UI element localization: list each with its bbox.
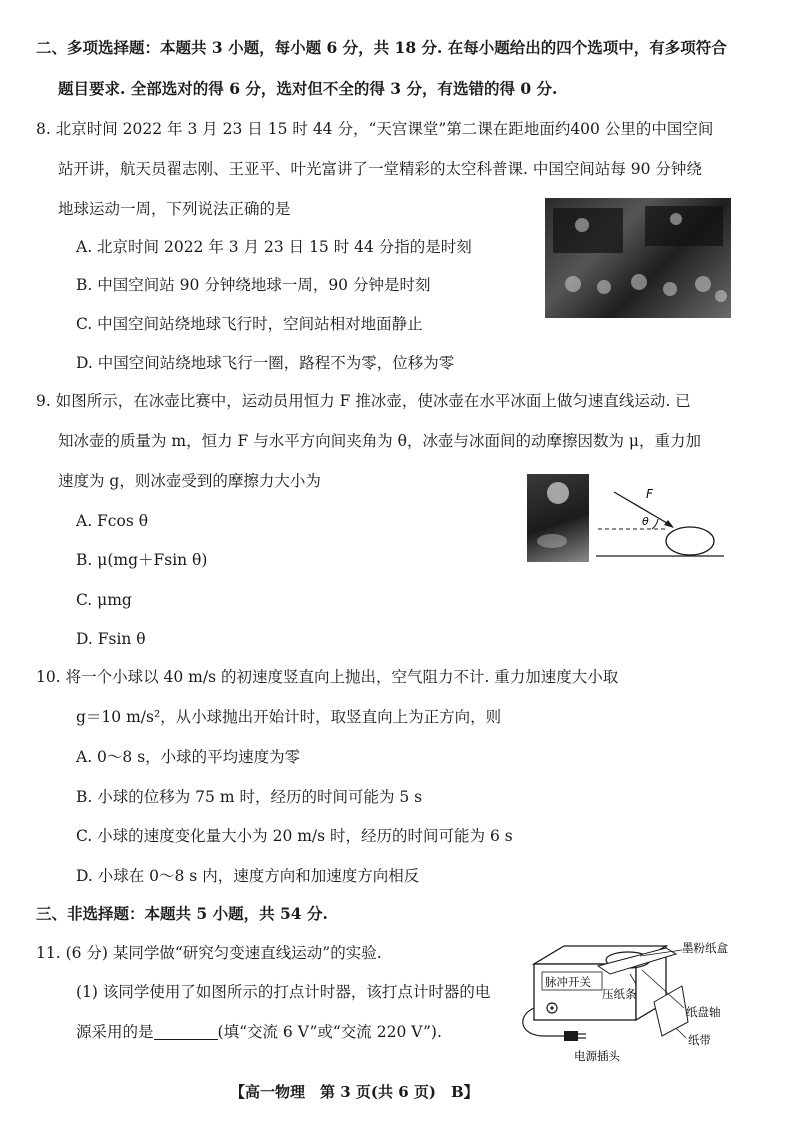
section-2-heading-line-1: 二、多项选择题：本题共 3 小题，每小题 6 分，共 18 分. 在每小题给出的四个选项中，有多项符合	[36, 38, 727, 57]
q9-stem-line-1: 9. 如图所示，在冰壶比赛中，运动员用恒力 F 推冰壶，使冰壶在水平冰面上做匀速直线运动. 已	[36, 392, 691, 410]
section-3-heading: 三、非选择题：本题共 5 小题，共 54 分.	[36, 904, 328, 923]
q10-option-d: D. 小球在 0～8 s 内，速度方向和加速度方向相反	[76, 867, 420, 885]
page-footer: 【高一物理 第 3 页(共 6 页) B】	[230, 1083, 479, 1101]
q11-sub1-text-b: (填“交流 6 V”或“交流 220 V”).	[217, 1023, 442, 1041]
tiangong-classroom-photo	[545, 198, 731, 318]
q8-stem-line-2: 站开讲，航天员翟志刚、王亚平、叶光富讲了一堂精彩的太空科普课. 中国空间站每 90 分钟绕	[58, 160, 702, 178]
q8-option-a: A. 北京时间 2022 年 3 月 23 日 15 时 44 分指的是时刻	[76, 238, 472, 256]
q11-stem: 11. (6 分) 某同学做“研究匀变速直线运动”的实验.	[36, 944, 382, 962]
q8-stem-line-1: 8. 北京时间 2022 年 3 月 23 日 15 时 44 分，“天宫课堂”第二课在距地面约400 公里的中国空间	[36, 120, 714, 138]
force-label: F	[646, 487, 653, 501]
curling-force-diagram	[596, 484, 726, 560]
q11-sub1-line-1: (1) 该同学使用了如图所示的打点计时器，该打点计时器的电	[76, 983, 491, 1001]
q9-stem-line-2: 知冰壶的质量为 m，恒力 F 与水平方向间夹角为 θ，冰壶与冰面间的动摩擦因数为 μ，重力加	[58, 432, 701, 450]
q8-stem-line-3: 地球运动一周，下列说法正确的是	[58, 200, 291, 218]
q8-option-b: B. 中国空间站 90 分钟绕地球一周，90 分钟是时刻	[76, 276, 431, 294]
q9-option-d: D. Fsin θ	[76, 630, 146, 648]
q9-option-a: A. Fcos θ	[76, 512, 149, 530]
q8-option-d: D. 中国空间站绕地球飞行一圈，路程不为零，位移为零	[76, 354, 455, 372]
q9-stem-line-3: 速度为 g，则冰壶受到的摩擦力大小为	[58, 472, 321, 490]
answer-blank	[154, 1023, 218, 1040]
section-2-heading-line-2: 题目要求. 全部选对的得 6 分，选对但不全的得 3 分，有选错的得 0 分.	[58, 79, 558, 98]
q10-option-b: B. 小球的位移为 75 m 时，经历的时间可能为 5 s	[76, 788, 423, 806]
curling-athlete-photo	[527, 474, 589, 562]
ticker-timer-diagram	[516, 936, 770, 1062]
q8-option-c: C. 中国空间站绕地球飞行时，空间站相对地面静止	[76, 315, 423, 333]
q10-option-a: A. 0～8 s，小球的平均速度为零	[76, 748, 301, 766]
press-strip-label: 压纸条	[602, 987, 637, 1001]
q10-stem-line-2: g＝10 m/s²，从小球抛出开始计时，取竖直向上为正方向，则	[76, 708, 502, 726]
reel-axis-label: 纸盘轴	[686, 1005, 721, 1019]
q11-sub1-text-a: 源采用的是	[76, 1023, 154, 1041]
tape-label: 纸带	[688, 1033, 711, 1047]
q11-sub1-line-2	[76, 1021, 442, 1043]
plug-label: 电源插头	[574, 1049, 620, 1062]
q10-stem-line-1: 10. 将一个小球以 40 m/s 的初速度竖直向上抛出，空气阻力不计. 重力加速度大小取	[36, 668, 619, 686]
q10-option-c: C. 小球的速度变化量大小为 20 m/s 时，经历的时间可能为 6 s	[76, 827, 513, 845]
q9-option-b: B. μ(mg＋Fsin θ)	[76, 551, 208, 569]
q9-option-c: C. μmg	[76, 591, 132, 609]
angle-label: θ	[642, 515, 649, 528]
toner-box-label: 墨粉纸盒	[682, 941, 728, 955]
pulse-switch-label: 脉冲开关	[545, 975, 591, 989]
